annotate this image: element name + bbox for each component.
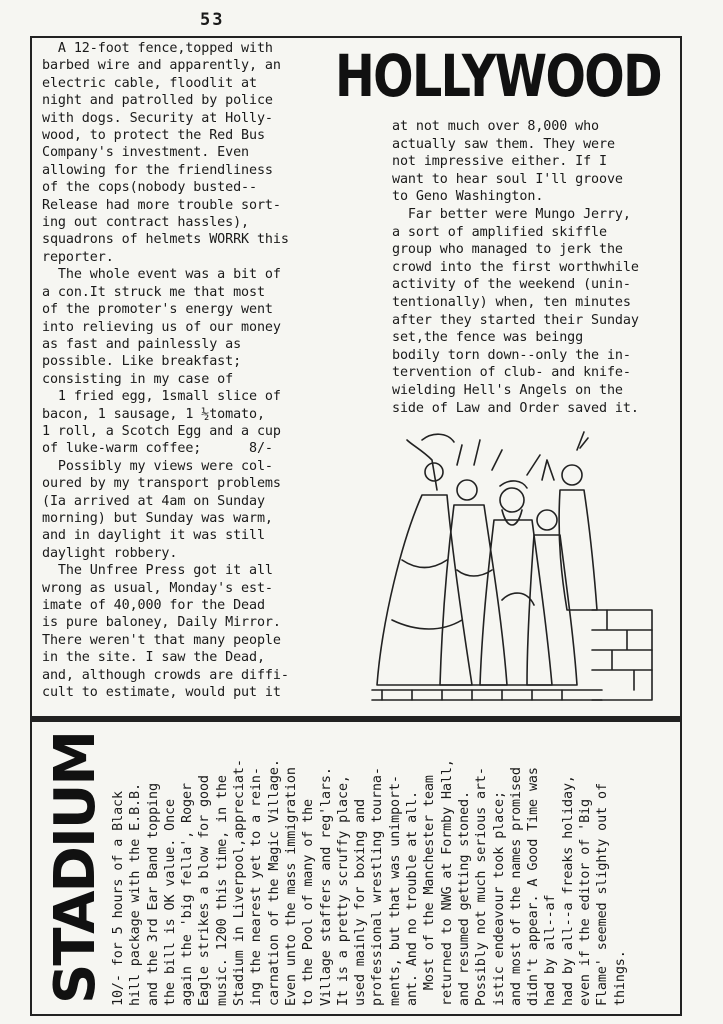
article-line: night and patrolled by police bbox=[42, 93, 273, 109]
article-line: of luke-warm coffee; 8/- bbox=[42, 441, 273, 457]
stadium-line: and resumed getting stoned. bbox=[456, 791, 472, 1006]
article-line: (Ia arrived at 4am on Sunday bbox=[42, 493, 265, 509]
stadium-line: Even unto the mass immigration bbox=[283, 767, 299, 1006]
article-line: The Unfree Press got it all bbox=[42, 563, 273, 579]
stadium-line: hill package with the E.B.B. bbox=[128, 783, 144, 1006]
stadium-line: Stadium in Liverpool,appreciat- bbox=[232, 759, 248, 1006]
article-line: reporter. bbox=[42, 249, 114, 265]
article-line: set,the fence was beingg bbox=[392, 330, 584, 346]
article-line: wood, to protect the Red Bus bbox=[42, 128, 265, 144]
stadium-line: Most of the Manchester team bbox=[422, 775, 438, 1006]
article-line: actually saw them. They were bbox=[392, 136, 615, 152]
stadium-line: Flame' seemed slighty out of bbox=[595, 783, 611, 1006]
article-line: activity of the weekend (unin- bbox=[392, 277, 631, 293]
stadium-line: Eagle strikes a blow for good bbox=[197, 775, 213, 1006]
stadium-line: It is a pretty scruffy place, bbox=[335, 775, 351, 1006]
article-line: morning) but Sunday was warm, bbox=[42, 510, 273, 526]
page-number: 53 bbox=[200, 10, 225, 30]
article-line: imate of 40,000 for the Dead bbox=[42, 598, 265, 613]
article-line: Company's investment. Even bbox=[42, 145, 250, 161]
article-line: side of Law and Order saved it. bbox=[392, 400, 639, 416]
hollywood-headline: HOLLYWOOD bbox=[335, 42, 661, 110]
article-line: A 12-foot fence,topped with bbox=[42, 41, 273, 56]
article-line: squadrons of helmets WORRK this bbox=[42, 232, 289, 248]
stadium-line: ments, but that was unimport- bbox=[387, 775, 403, 1006]
article-line: 1 fried egg, 1small slice of bbox=[42, 389, 281, 405]
article-line: not impressive either. If I bbox=[392, 154, 607, 170]
article-line: wielding Hell's Angels on the bbox=[392, 382, 623, 398]
article-line: a con.It struck me that most bbox=[42, 284, 265, 300]
stadium-line: istic endeavour took place; bbox=[491, 791, 507, 1006]
stadium-line: even if the editor of 'Big bbox=[578, 798, 594, 1006]
article-line: oured by my transport problems bbox=[42, 476, 281, 492]
stadium-article-column bbox=[110, 759, 629, 1006]
hollywood-right-column bbox=[392, 118, 677, 417]
article-line: barbed wire and apparently, an bbox=[42, 58, 281, 74]
article-line: electric cable, floodlit at bbox=[42, 75, 257, 91]
stadium-line: used mainly for boxing and bbox=[353, 798, 369, 1006]
article-line: Release had more trouble sort- bbox=[42, 197, 281, 213]
stadium-line: ant. And no trouble at all. bbox=[405, 791, 421, 1006]
stadium-line: had by all--af bbox=[543, 894, 559, 1006]
article-line: 1 roll, a Scotch Egg and a cup bbox=[42, 423, 281, 439]
article-line: is pure baloney, Daily Mirror. bbox=[42, 615, 281, 631]
article-line: wrong as usual, Monday's est- bbox=[42, 580, 273, 596]
stadium-line: to the Pool of many of the bbox=[301, 798, 317, 1006]
article-line: as fast and painlessly as bbox=[42, 336, 242, 352]
article-line: There weren't that many people bbox=[42, 632, 281, 648]
stadium-line: Possibly not much serious art- bbox=[474, 767, 490, 1006]
article-line: at not much over 8,000 who bbox=[392, 119, 600, 134]
stadium-line: returned to NWG at Formby Hall, bbox=[439, 759, 455, 1006]
article-line: consisting in my case of bbox=[42, 371, 234, 387]
article-line: allowing for the friendliness bbox=[42, 162, 273, 178]
stadium-line: Village staffers and reg'lars. bbox=[318, 767, 334, 1006]
article-line: tentionally) when, ten minutes bbox=[392, 294, 631, 310]
stadium-line: ing the nearest yet to a rein- bbox=[249, 767, 265, 1006]
stadium-line: things. bbox=[612, 950, 628, 1006]
article-line: into relieving us of our money bbox=[42, 319, 281, 335]
article-line: with dogs. Security at Holly- bbox=[42, 110, 273, 126]
article-line: group who managed to jerk the bbox=[392, 242, 623, 258]
stadium-headline: STADIUM bbox=[43, 731, 108, 1004]
stadium-line: didn't appear. A Good Time was bbox=[526, 767, 542, 1006]
article-line: ing out contract hassles), bbox=[42, 215, 250, 231]
article-line: to Geno Washington. bbox=[392, 189, 544, 205]
stadium-line: carnation of the Magic Village. bbox=[266, 759, 282, 1006]
stadium-line: had by all--a freaks holiday, bbox=[560, 775, 576, 1006]
stadium-line: professional wrestling tourna- bbox=[370, 767, 386, 1006]
hollywood-left-column bbox=[42, 40, 332, 701]
stadium-line: 10/- for 5 hours of a Black bbox=[111, 791, 126, 1006]
hells-angels-crowd-illustration bbox=[362, 420, 662, 710]
article-line: The whole event was a bit of bbox=[42, 267, 281, 283]
article-line: of the cops(nobody busted-- bbox=[42, 180, 257, 196]
stadium-line: and most of the names promised bbox=[508, 767, 524, 1006]
article-line: Far better were Mungo Jerry, bbox=[392, 206, 631, 222]
article-line: and, although crowds are diffi- bbox=[42, 667, 289, 683]
article-line: in the site. I saw the Dead, bbox=[42, 650, 265, 666]
article-line: bacon, 1 sausage, 1 ½tomato, bbox=[42, 406, 265, 422]
article-line: cult to estimate, would put it bbox=[42, 685, 281, 701]
stadium-line: again the 'big fella', Roger bbox=[180, 783, 196, 1006]
article-line: possible. Like breakfast; bbox=[42, 354, 242, 370]
article-line: want to hear soul I'll groove bbox=[392, 171, 623, 187]
stadium-line: the bill is OK value. Once bbox=[162, 798, 178, 1006]
article-line: of the promoter's energy went bbox=[42, 302, 273, 318]
article-line: bodily torn down--only the in- bbox=[392, 347, 631, 363]
stadium-line: music. 1200 this time, in the bbox=[214, 775, 230, 1006]
article-line: tervention of club- and knife- bbox=[392, 365, 631, 381]
stadium-line: and the 3rd Ear Band topping bbox=[145, 783, 161, 1006]
article-line: and in daylight it was still bbox=[42, 528, 265, 544]
article-line: Possibly my views were col- bbox=[42, 458, 273, 474]
article-line: daylight robbery. bbox=[42, 545, 178, 561]
article-line: after they started their Sunday bbox=[392, 312, 639, 328]
article-line: crowd into the first worthwhile bbox=[392, 259, 639, 275]
article-line: a sort of amplified skiffle bbox=[392, 224, 607, 240]
